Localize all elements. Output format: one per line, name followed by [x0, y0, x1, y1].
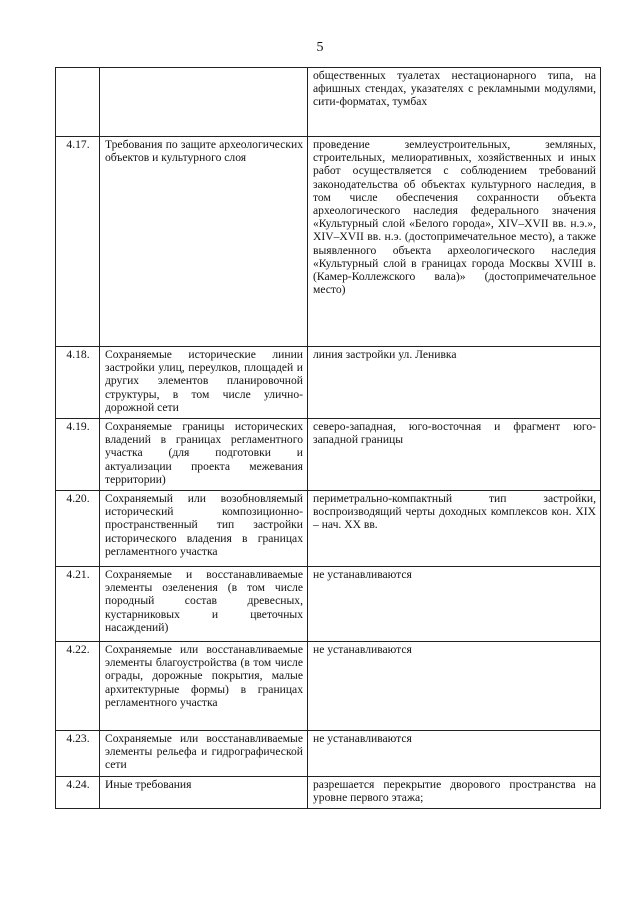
requirement-cell [100, 68, 308, 137]
value-cell: не устанавливаются [308, 731, 601, 777]
table-row [56, 137, 601, 347]
page-number: 5 [316, 40, 324, 55]
table-row [56, 777, 601, 809]
row-number: 4.21. [56, 567, 100, 642]
requirement-cell: Сохраняемый или возобновляемый исторический композиционно-пространственный тип застройки исторического владения в границах регламентного участка [100, 491, 308, 567]
value-cell: общественных туалетах нестационарного типа, на афишных стендах, указателях с рекламными модулями, сити-форматах, тумбах [308, 68, 601, 137]
requirement-cell: Требования по защите археологических объектов и культурного слоя [100, 137, 308, 347]
table-row [56, 642, 601, 731]
value-cell: периметрально-компактный тип застройки, воспроизводящий черты доходных комплексов кон. XIX – нач. XX вв. [308, 491, 601, 567]
value-cell: проведение землеустроительных, земляных, строительных, мелиоративных, хозяйственных и иных работ осуществляется с соблюдением требований законодательства об объектах культурного наследия, в том числе обеспечения сохранности объекта археологического наследия федерального значения «Культурный слой «Белого города», XIV–XVII вв. н.э.», XIV–XVII вв. н.э. (достопримечательное место), а также выявленного объекта археологического наследия «Культурный слой в границах города Москвы XVIII в. (Камер-Коллежского вала)» (достопримечательное место) [308, 137, 601, 347]
requirement-cell: Сохраняемые или восстанавливаемые элементы рельефа и гидрографической сети [100, 731, 308, 777]
row-number: 4.19. [56, 419, 100, 491]
table-row [56, 731, 601, 777]
row-number: 4.23. [56, 731, 100, 777]
table-row [56, 68, 601, 137]
requirement-cell: Сохраняемые и восстанавливаемые элементы озеленения (в том числе породный состав древесных, кустарниковых и цветочных насаждений) [100, 567, 308, 642]
table-row [56, 567, 601, 642]
row-number: 4.17. [56, 137, 100, 347]
requirement-cell: Сохраняемые границы исторических владений в границах регламентного участка (для подготовки и актуализации проекта межевания территории) [100, 419, 308, 491]
requirement-cell: Сохраняемые исторические линии застройки улиц, переулков, площадей и других элементов планировочной структуры, в том числе улично-дорожной сети [100, 347, 308, 419]
row-number: 4.24. [56, 777, 100, 809]
value-cell: северо-западная, юго-восточная и фрагмент юго-западной границы [308, 419, 601, 491]
table-row [56, 347, 601, 419]
regulations-table [55, 67, 601, 809]
requirement-cell: Иные требования [100, 777, 308, 809]
row-number: 4.22. [56, 642, 100, 731]
row-number [56, 68, 100, 137]
requirement-cell: Сохраняемые или восстанавливаемые элементы благоустройства (в том числе ограды, дорожные покрытия, малые архитектурные формы) в границах регламентного участка [100, 642, 308, 731]
value-cell: линия застройки ул. Ленивка [308, 347, 601, 419]
value-cell: не устанавливаются [308, 567, 601, 642]
row-number: 4.18. [56, 347, 100, 419]
row-number: 4.20. [56, 491, 100, 567]
value-cell: разрешается перекрытие дворового пространства на уровне первого этажа; [308, 777, 601, 809]
table-row [56, 491, 601, 567]
value-cell: не устанавливаются [308, 642, 601, 731]
table-row [56, 419, 601, 491]
